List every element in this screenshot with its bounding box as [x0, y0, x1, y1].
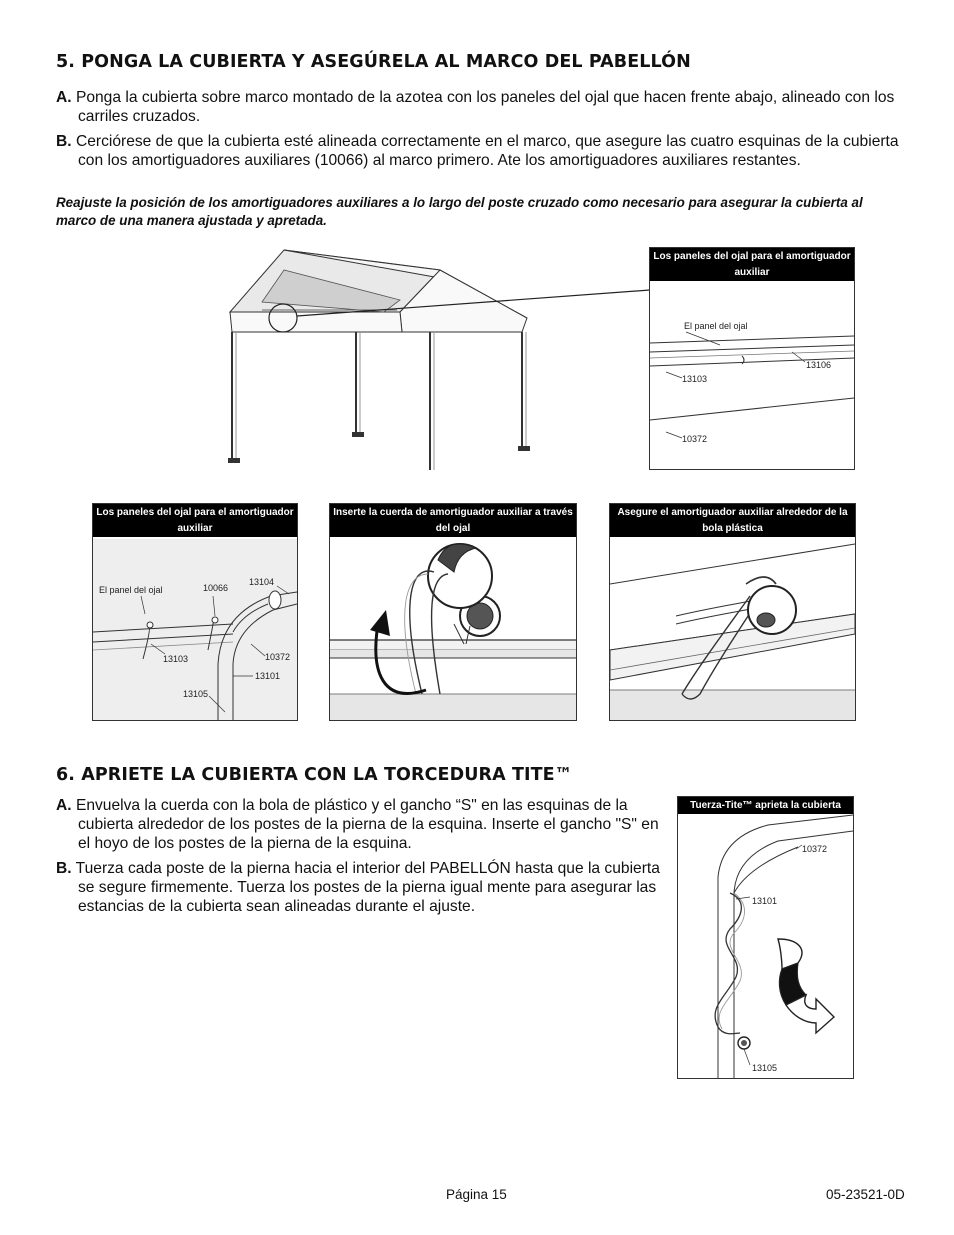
label-part-13101: 13101	[752, 896, 778, 906]
document-number: 05-23521-0D	[826, 1187, 905, 1202]
detail-grommet-panel-top	[649, 247, 855, 470]
step-6b	[56, 859, 674, 916]
step-letter: B.	[56, 860, 72, 877]
detail-tuerza-tite	[677, 796, 854, 1079]
panel-header: Inserte la cuerda de amortiguador auxiliar a través del ojal	[330, 504, 576, 537]
label-part-10066: 10066	[203, 583, 229, 593]
label-part-13105: 13105	[183, 689, 209, 699]
label-part-10372: 10372	[265, 652, 291, 662]
label-grommet-panel: El panel del ojal	[99, 585, 163, 595]
step-text: Tuerza cada poste de la pierna hacia el interior del PABELLÓN hasta que la cubierta se segure firmemente. Tuerza los postes de la pierna igual mente para asegurar las estancias de la cubierta sean alineadas durante el ajuste.	[75, 860, 660, 915]
step-5b	[56, 132, 908, 170]
corner-frame-drawing	[93, 504, 297, 720]
label-part-13105: 13105	[752, 1063, 778, 1073]
canopy-illustration	[222, 240, 652, 470]
adjust-note: Reajuste la posición de los amortiguadores auxiliares a lo largo del poste cruzado como necesario para asegurar la cubierta al marco de una manera ajustada y apretada.	[56, 195, 863, 228]
secure-ball-drawing	[610, 504, 855, 720]
step-text: Cerciórese de que la cubierta esté alineada correctamente en el marco, que asegure las cuatro esquinas de la cubierta con los amortiguadores auxiliares (10066) al marco primero. Ate los amortiguadores auxiliares restantes.	[75, 133, 899, 169]
insert-cord-drawing	[330, 504, 576, 720]
step-text: Ponga la cubierta sobre marco montado de la azotea con los paneles del ojal que hacen frente abajo, alineado con los carriles cruzados.	[75, 89, 895, 125]
step-letter: A.	[56, 89, 72, 106]
section-6-title: 6. APRIETE LA CUBIERTA CON LA TORCEDURA TITE™	[56, 765, 573, 785]
step-letter: B.	[56, 133, 72, 150]
step-5a	[56, 88, 908, 126]
label-part-13103: 13103	[163, 654, 189, 664]
label-part-13104: 13104	[249, 577, 275, 587]
label-part-10372: 10372	[682, 434, 708, 444]
detail-secure-ball	[609, 503, 856, 721]
label-part-13106: 13106	[806, 360, 832, 370]
section-5-title: 5. PONGA LA CUBIERTA Y ASEGÚRELA AL MARCO DEL PABELLÓN	[56, 52, 691, 72]
step-6a	[56, 796, 674, 853]
grommet-detail-drawing	[650, 248, 854, 469]
twist-leg-drawing	[678, 797, 853, 1078]
panel-header: Asegure el amortiguador auxiliar alrededor de la bola plástica	[610, 504, 855, 537]
label-grommet-panel: El panel del ojal	[684, 321, 748, 331]
detail-insert-cord	[329, 503, 577, 721]
page-number: Página 15	[446, 1187, 507, 1202]
step-letter: A.	[56, 797, 72, 814]
panel-header: Los paneles del ojal para el amortiguador auxiliar	[650, 248, 854, 281]
detail-grommet-panel	[92, 503, 298, 721]
panel-header: Los paneles del ojal para el amortiguador auxiliar	[93, 504, 297, 537]
panel-header: Tuerza-Tite™ aprieta la cubierta	[678, 797, 853, 814]
label-part-13101: 13101	[255, 671, 281, 681]
step-text: Envuelva la cuerda con la bola de plástico y el gancho “S" en las esquinas de la cubierta alrededor de los postes de la pierna de la esquina. Inserte el gancho "S" en el hoyo de los postes de la pierna de la esquina.	[75, 797, 659, 852]
label-part-13103: 13103	[682, 374, 708, 384]
label-part-10372: 10372	[802, 844, 828, 854]
